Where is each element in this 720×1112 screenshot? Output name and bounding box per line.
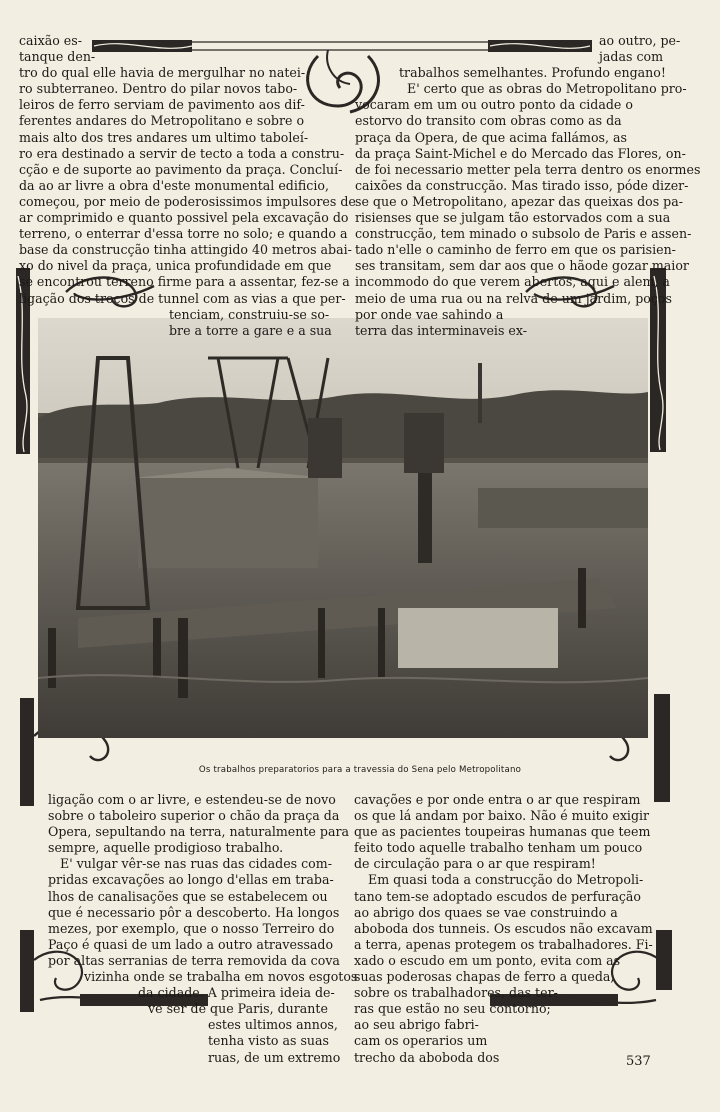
text-line: ras que estão no seu contorno;: [354, 1001, 551, 1017]
text-line: trabalhos semelhantes. Profundo engano!: [399, 65, 666, 81]
text-line: ao outro, pe-: [599, 33, 681, 48]
text-line: sobre o taboleiro superior o chão da praça da: [48, 808, 340, 824]
text-line: construcção, tem minado o subsolo de Paris e assen-: [355, 226, 692, 242]
text-line: ligação com o ar livre, e estendeu-se de novo: [48, 792, 336, 807]
text-line: tenciam, construiu-se so-: [169, 306, 330, 322]
text-line: risienses que se julgam tão estorvados com a sua: [355, 210, 671, 226]
text-line: ar comprimido e quanto possivel pela excavação do: [19, 210, 349, 226]
text-line: vocaram em um ou outro ponto da cidade o: [355, 97, 633, 113]
text-line: tro do qual elle havia de mergulhar no natei-: [19, 65, 306, 81]
text-line: da cidade. A primeira ideia de-: [138, 985, 335, 1001]
text-line: a terra, apenas protegem os trabalhadores. Fi-: [354, 936, 653, 952]
text-line: aboboda dos tunneis. Os escudos não excavam: [354, 920, 653, 936]
text-line: caixões da construcção. Mas tirado isso, póde dizer-: [355, 177, 689, 193]
text-line: vizinha onde se trabalha em novos esgotos: [84, 969, 358, 985]
text-line: tano tem-se adoptado escudos de perfuração: [354, 888, 642, 904]
text-line: por altas serranias de terra removida da cova: [48, 952, 340, 968]
text-line: que é necessario pôr a descoberto. Ha longos: [48, 904, 340, 920]
text-line: incommodo do que verem abertos, aqui e alem, a: [355, 274, 670, 290]
text-line: cção e de suporte ao pavimento da praça. Concluí-: [19, 161, 343, 177]
text-line: ruas, de um extremo: [208, 1049, 341, 1065]
text-line: terreno, o enterrar d'essa torre no solo; e quando a: [19, 226, 348, 242]
top-left-column: [19, 33, 356, 339]
text-line: meio de uma rua ou na relva de um jardim, poços: [355, 290, 672, 306]
page-number: 537: [626, 1054, 651, 1069]
text-line: leiros de ferro serviam de pavimento aos dif-: [19, 97, 305, 113]
text-line: tenha visto as suas: [208, 1033, 330, 1049]
text-line: mais alto dos tres andares um ultimo taboleí-: [19, 129, 309, 145]
text-line: cavações e por onde entra o ar que respiram: [354, 792, 641, 807]
text-line: tanque den-: [19, 49, 96, 65]
text-line: bre a torre a gare e a sua: [169, 322, 332, 338]
text-line: da praça Saint-Michel e do Mercado das Flores, on-: [355, 145, 686, 161]
text-line: Opera, sepultando na terra, naturalmente para: [48, 824, 349, 840]
text-line: de foi necessario metter pela terra dentro os enormes: [355, 161, 701, 177]
text-line: ao abrigo dos quaes se vae construindo a: [354, 904, 618, 920]
text-line: ligação dos troços de tunnel com as vias a que per-: [19, 290, 346, 306]
text-line: Paço é quasi de um lado a outro atravessado: [48, 936, 334, 952]
text-line: por onde vae sahindo a: [355, 306, 504, 322]
text-line: ao seu abrigo fabri-: [354, 1017, 479, 1033]
text-line: tado n'elle o caminho de ferro em que os parisien-: [355, 242, 676, 258]
photograph: [38, 318, 648, 738]
text-line: cam os operarios um: [354, 1033, 488, 1049]
text-line: ses transitam, sem dar aos que o hãode gozar maior: [355, 258, 689, 274]
text-line: jadas com: [599, 49, 664, 65]
top-right-column: [355, 33, 701, 339]
text-line: estorvo do transito com obras como as da: [355, 113, 622, 129]
text-line: terra das interminaveis ex-: [355, 322, 528, 338]
text-line: sobre os trabalhadores, das ter-: [354, 985, 558, 1001]
text-line: se encontrou terreno firme para a assentar, fez-se a: [19, 274, 350, 290]
text-line: ferentes andares do Metropolitano e sobre o: [19, 113, 305, 129]
text-line: sempre, aquelle prodigioso trabalho.: [48, 840, 284, 856]
text-line: base da construcção tinha attingido 40 metros abai-: [19, 242, 352, 258]
text-line: lhos de canalisações que se estabelecem ou: [48, 888, 328, 904]
text-line: ro subterraneo. Dentro do pilar novos tabo-: [19, 81, 298, 97]
text-line: suas poderosas chapas de ferro a queda,: [354, 969, 615, 985]
bottom-right-column: [354, 792, 654, 1066]
text-line: os que lá andam por baixo. Não é muito exigir: [354, 808, 650, 824]
text-line: de circulação para o ar que respiram!: [354, 856, 596, 872]
text-line: da ao ar livre a obra d'este monumental edificio,: [19, 177, 329, 193]
photo-illustration: [38, 318, 648, 738]
text-line: praça da Opera, de que acima fallámos, as: [355, 129, 627, 145]
text-line: xo do nivel da praça, unica profundidade em que: [19, 258, 332, 274]
text-line: ve ser de que Paris, durante: [148, 1001, 328, 1017]
text-line: começou, por meio de poderosissimos impulsores de: [19, 193, 356, 209]
text-line: que as pacientes toupeiras humanas que teem: [354, 824, 651, 840]
text-line: caixão es-: [19, 33, 82, 48]
text-line: xado o escudo em um ponto, evita com as: [354, 952, 621, 968]
text-line: ro era destinado a servir de tecto a toda a constru-: [19, 145, 345, 161]
bottom-left-column: [48, 792, 358, 1066]
text-line: trecho da aboboda dos: [354, 1049, 500, 1065]
text-line: E' certo que as obras do Metropolitano pro-: [407, 81, 687, 97]
text-line: Em quasi toda a construcção do Metropoli-: [368, 872, 644, 888]
text-line: mezes, por exemplo, que o nosso Terreiro do: [48, 920, 335, 936]
text-line: se que o Metropolitano, apezar das queixas dos pa-: [355, 193, 684, 209]
text-line: estes ultimos annos,: [208, 1017, 338, 1033]
text-line: pridas excavações ao longo d'ellas em traba-: [48, 872, 334, 888]
photo-caption: Os trabalhos preparatorios para a travessia do Sena pelo Metropolitano: [198, 765, 522, 775]
text-line: E' vulgar vêr-se nas ruas das cidades com-: [60, 856, 332, 872]
text-line: feito todo aquelle trabalho tenham um pouco: [354, 840, 643, 856]
